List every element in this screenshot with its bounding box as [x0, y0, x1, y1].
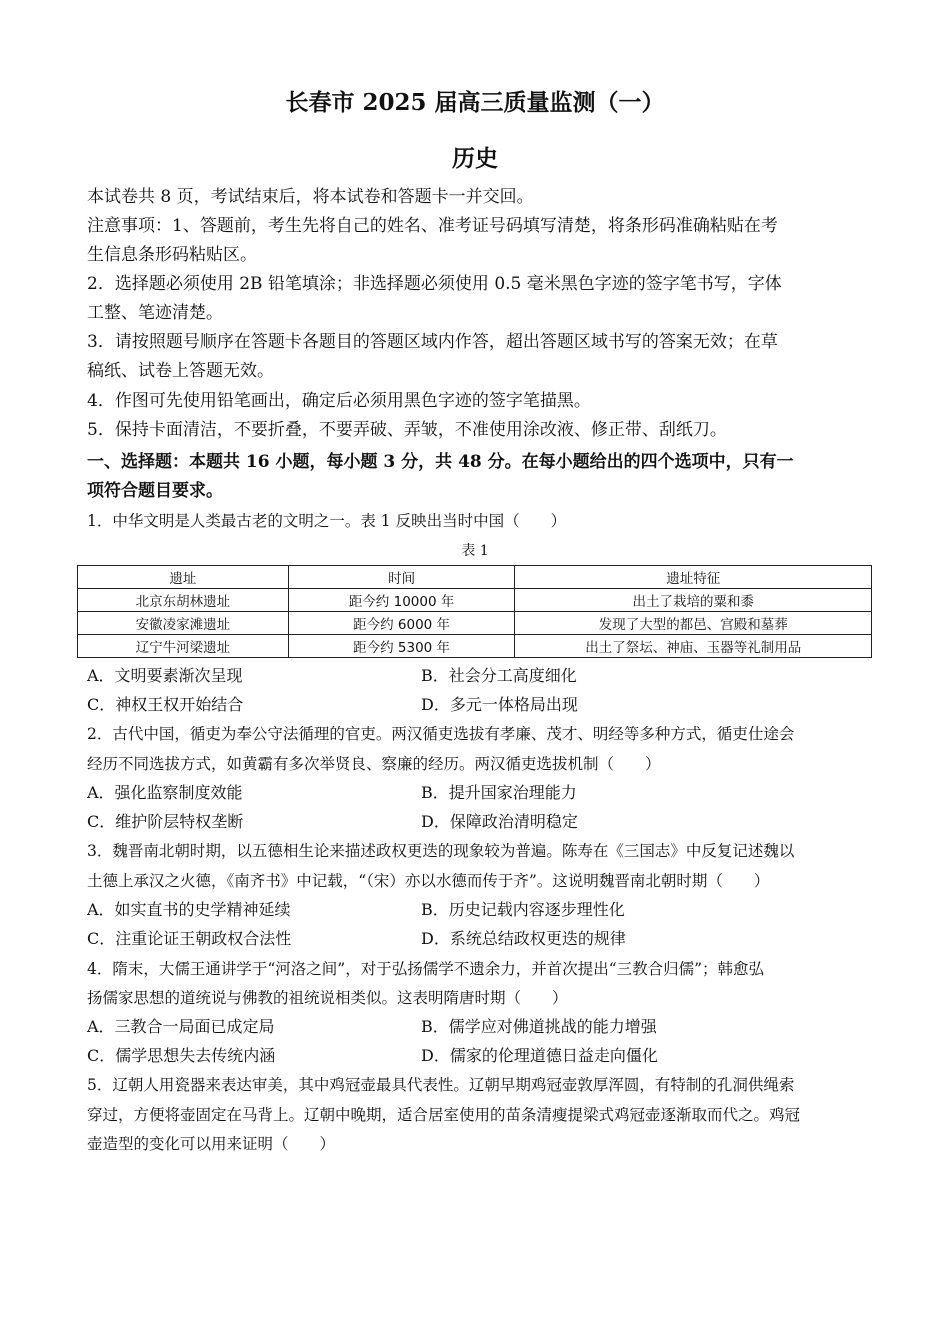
instruction-line: 稿纸、试卷上答题无效。 [87, 361, 274, 381]
option-b: B．社会分工高度细化 [421, 666, 577, 685]
table-cell: 辽宁牛河梁遗址 [78, 635, 289, 658]
question-3-stem: 3．魏晋南北朝时期，以五德相生论来描述政权更迭的现象较为普遍。陈寿在《三国志》中反复记述魏以 [87, 842, 795, 860]
subject-title: 历史 [452, 145, 498, 172]
question-3-stem: 土德上承汉之火德，《南齐书》中记载，“（宋）亦以水德而传于齐”。这说明魏晋南北朝时期（ ） [87, 872, 770, 890]
table-header: 时间 [288, 566, 515, 589]
option-b: B．提升国家治理能力 [421, 783, 577, 802]
table-cell: 安徽凌家滩遗址 [78, 612, 289, 635]
option-a: A．强化监察制度效能 [87, 783, 243, 802]
option-d: D．儒家的伦理道德日益走向僵化 [421, 1046, 658, 1065]
question-5-stem: 壶造型的变化可以用来证明（ ） [87, 1135, 336, 1153]
section-heading: 一、选择题：本题共 16 小题，每小题 3 分，共 48 分。在每小题给出的四个选项中，只有一 [87, 452, 794, 472]
option-d: D．多元一体格局出现 [421, 695, 578, 714]
instruction-line: 生信息条形码粘贴区。 [87, 245, 257, 265]
question-4-stem: 4．隋末，大儒王通讲学于“河洛之间”，对于弘扬儒学不遗余力，并首次提出“三教合归儒”；韩愈弘 [87, 960, 765, 978]
option-b: B．儒学应对佛道挑战的能力增强 [421, 1017, 657, 1036]
option-c: C．维护阶层特权垄断 [87, 812, 244, 831]
table-row [78, 635, 872, 658]
table-row [78, 612, 872, 635]
option-c: C．儒学思想失去传统内涵 [87, 1046, 276, 1065]
option-b: B．历史记载内容逐步理性化 [421, 900, 625, 919]
option-c: C．神权王权开始结合 [87, 695, 244, 714]
table-cell: 出土了栽培的粟和黍 [515, 589, 872, 612]
table-header: 遗址 [78, 566, 289, 589]
sites-table [77, 565, 872, 658]
table-cell: 距今约 10000 年 [288, 589, 515, 612]
option-c: C．注重论证王朝政权合法性 [87, 929, 292, 948]
instruction-line: 4．作图可先使用铅笔画出，确定后必须用黑色字迹的签字笔描黑。 [87, 391, 591, 411]
question-2-stem: 2．古代中国，循吏为奉公守法循理的官吏。两汉循吏选拔有孝廉、茂才、明经等多种方式，循吏仕途会 [87, 725, 795, 743]
question-1-stem: 1．中华文明是人类最古老的文明之一。表 1 反映出当时中国（ ） [87, 512, 567, 530]
table-cell: 距今约 6000 年 [288, 612, 515, 635]
question-2-stem: 经历不同选拔方式，如黄霸有多次举贤良、察廉的经历。两汉循吏选拔机制（ ） [87, 755, 661, 773]
question-4-stem: 扬儒家思想的道统说与佛教的祖统说相类似。这表明隋唐时期（ ） [87, 989, 568, 1007]
instruction-line: 2．选择题必须使用 2B 铅笔填涂；非选择题必须使用 0.5 毫米黑色字迹的签字笔书写，字体 [87, 274, 782, 294]
exam-title: 长春市 2025 届高三质量监测（一） [285, 89, 665, 116]
section-heading: 项符合题目要求。 [87, 481, 223, 501]
table-header-row [78, 566, 872, 589]
table-caption: 表 1 [461, 543, 489, 559]
instruction-line: 3．请按照题号顺序在答题卡各题目的答题区域内作答，超出答题区域书写的答案无效；在草 [87, 332, 778, 352]
table-cell: 出土了祭坛、神庙、玉器等礼制用品 [515, 635, 872, 658]
question-5-stem: 穿过，方便将壶固定在马背上。辽朝中晚期，适合居室使用的苗条清瘦提梁式鸡冠壶逐渐取而代之。鸡冠 [87, 1106, 801, 1124]
table-cell: 发现了大型的都邑、宫殿和墓葬 [515, 612, 872, 635]
table-header: 遗址特征 [515, 566, 872, 589]
option-a: A．文明要素渐次呈现 [87, 666, 243, 685]
option-d: D．系统总结政权更迭的规律 [421, 929, 626, 948]
instruction-line: 本试卷共 8 页，考试结束后，将本试卷和答题卡一并交回。 [87, 187, 534, 207]
option-a: A．三教合一局面已成定局 [87, 1017, 275, 1036]
table-cell: 北京东胡林遗址 [78, 589, 289, 612]
table-cell: 距今约 5300 年 [288, 635, 515, 658]
question-5-stem: 5．辽朝人用瓷器来表达审美，其中鸡冠壶最具代表性。辽朝早期鸡冠壶敦厚浑圆，有特制的孔洞供绳索 [87, 1076, 795, 1094]
option-a: A．如实直书的史学精神延续 [87, 900, 291, 919]
instruction-line: 5．保持卡面清洁，不要折叠，不要弄破、弄皱，不准使用涂改液、修正带、刮纸刀。 [87, 420, 727, 440]
table-row [78, 589, 872, 612]
instruction-line: 工整、笔迹清楚。 [87, 303, 223, 323]
instruction-line: 注意事项：1、答题前，考生先将自己的姓名、准考证号码填写清楚，将条形码准确粘贴在考 [87, 216, 778, 236]
option-d: D．保障政治清明稳定 [421, 812, 578, 831]
